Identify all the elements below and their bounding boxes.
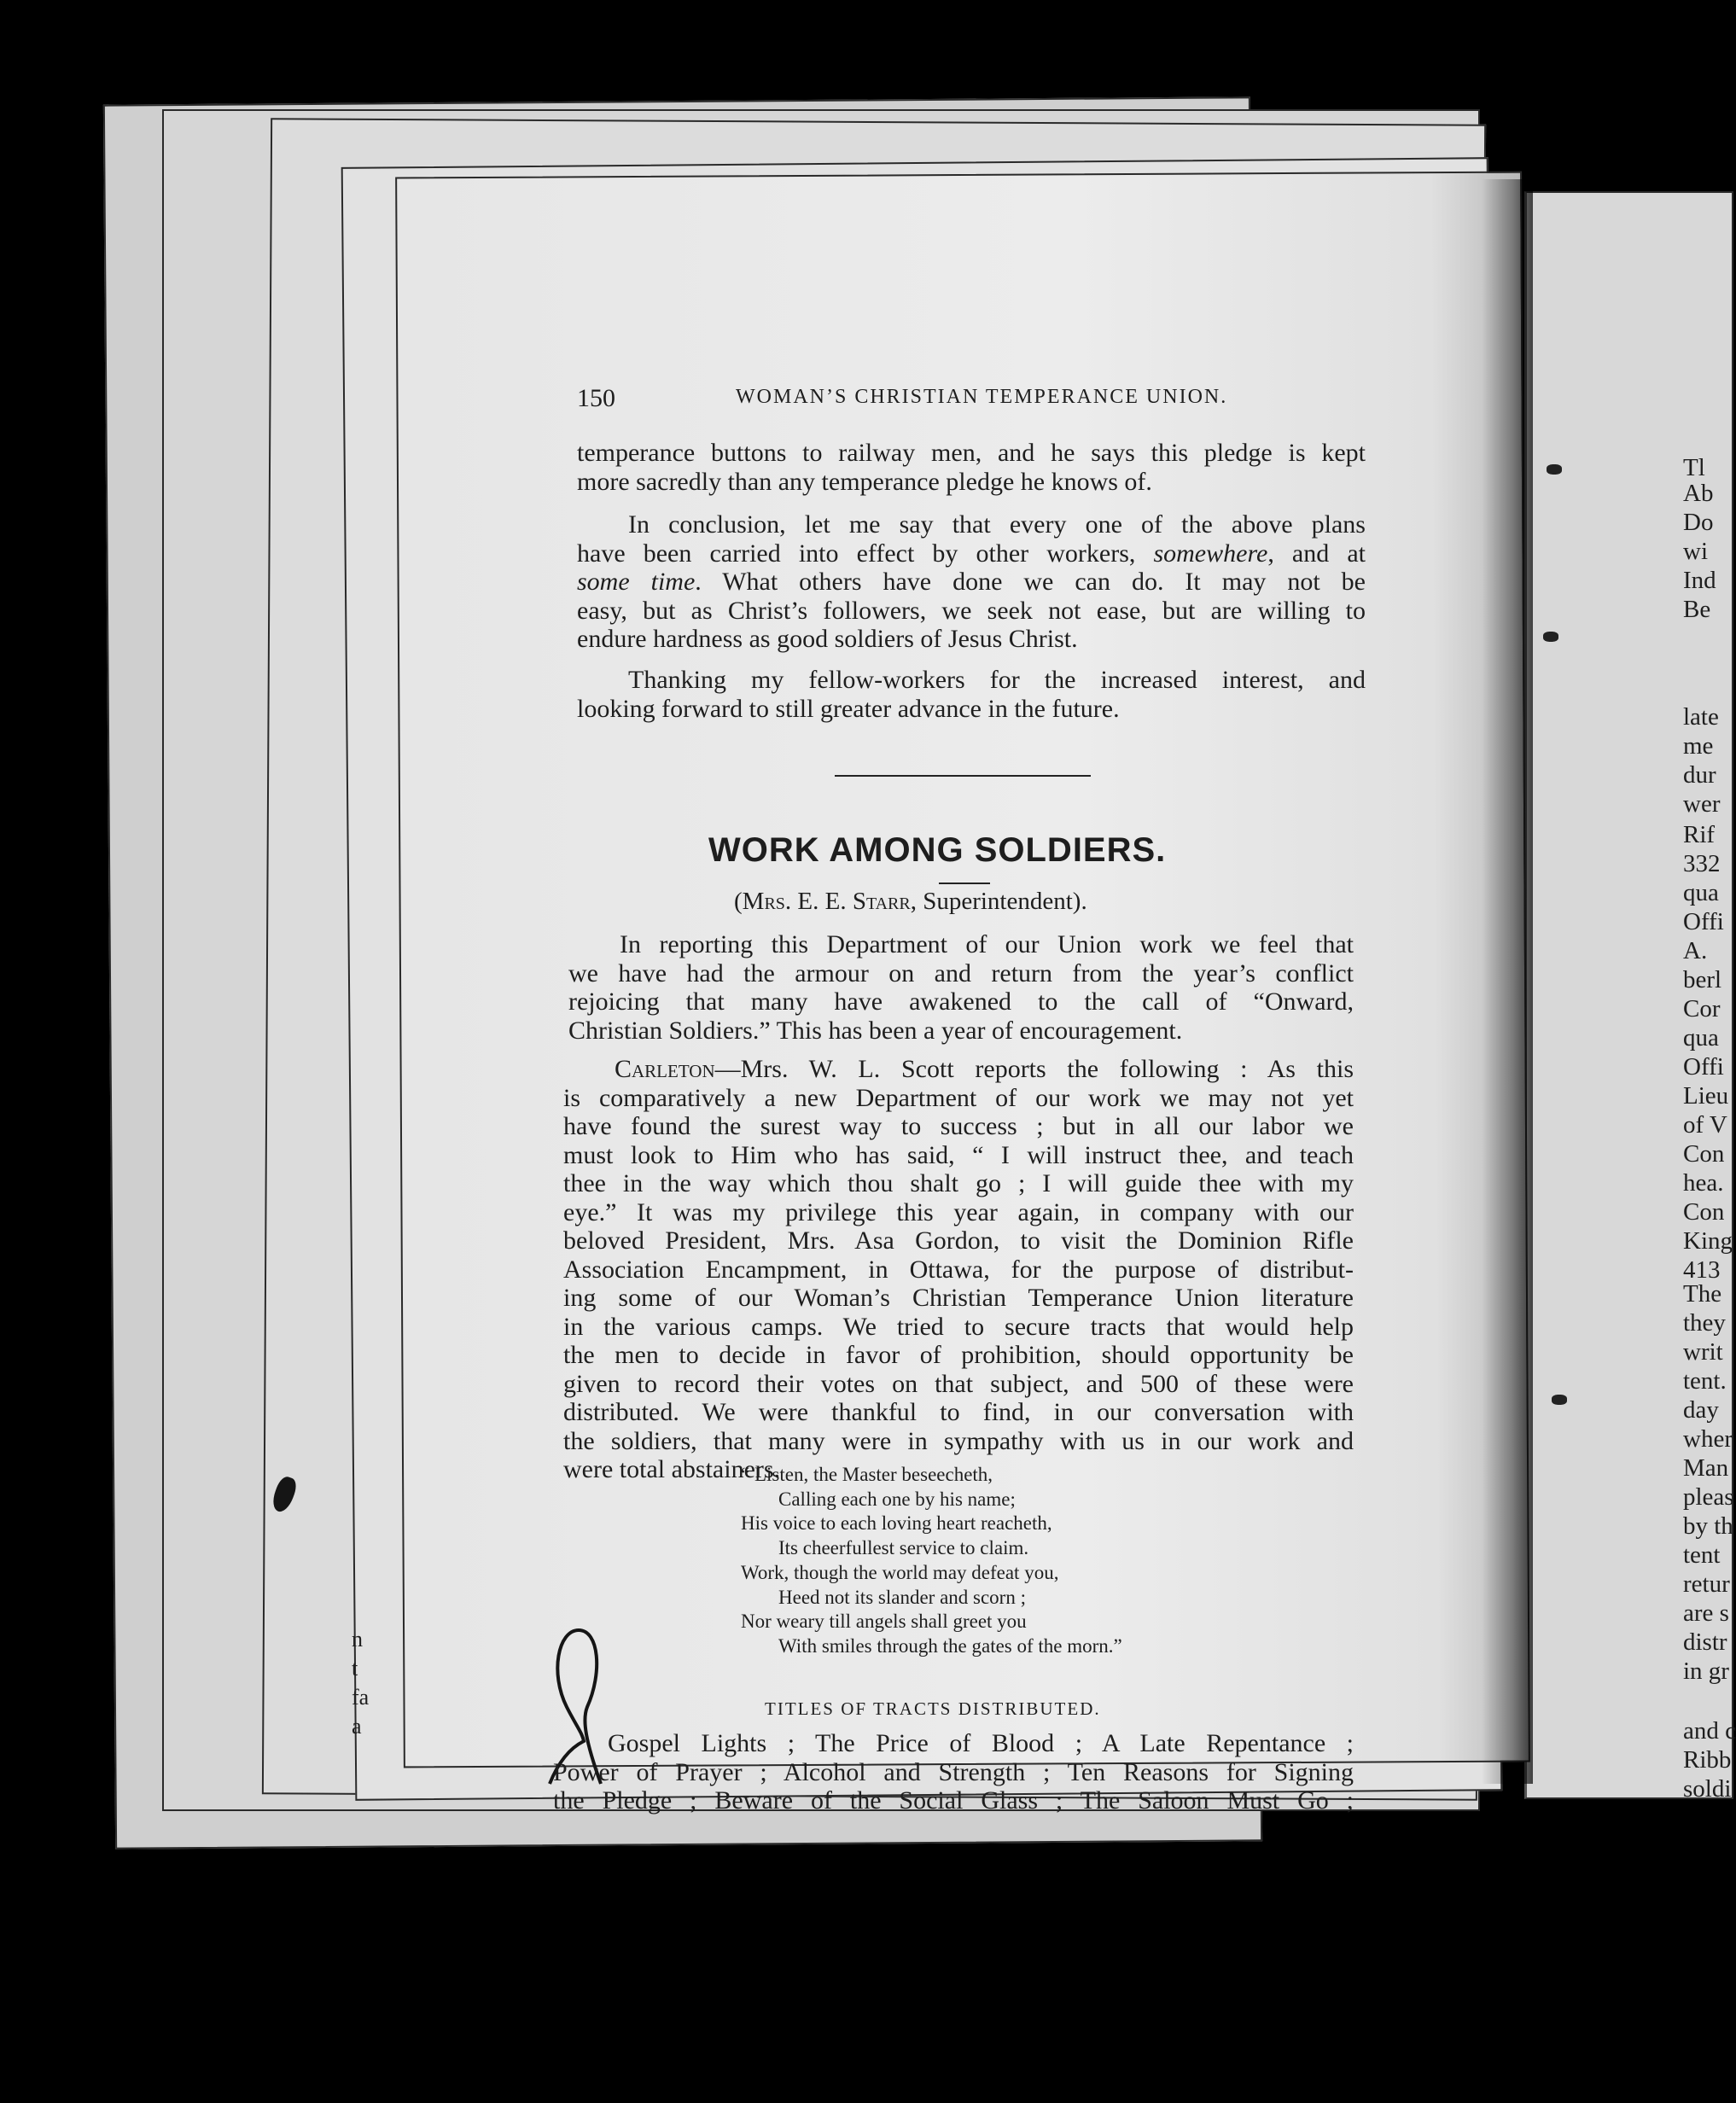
thanks-paragraph (577, 666, 1366, 723)
verse-line: Nor weary till angels shall greet you (741, 1611, 1027, 1633)
text-line: beloved President, Mrs. Asa Gordon, to visit the Dominion Rifle (563, 1226, 1354, 1255)
left-edge-fragment: n (352, 1627, 363, 1652)
conclusion-paragraph (577, 510, 1366, 654)
text-line (577, 568, 1366, 597)
facing-page-fragment: of V (1683, 1111, 1727, 1139)
book-gutter-shadow (1482, 179, 1533, 1784)
text-line: Association Encampment, in Ottawa, for the purpose of distribut- (563, 1255, 1354, 1284)
continuation-paragraph (577, 439, 1366, 496)
text-run: , and at (1267, 539, 1366, 568)
facing-page-fragment: A. (1683, 937, 1708, 964)
facing-page-fragment: Lieu (1683, 1082, 1729, 1110)
facing-page-fragment: 332 (1683, 850, 1721, 877)
facing-page-fragment: retur (1683, 1570, 1730, 1598)
verse-line: Work, though the world may defeat you, (741, 1561, 1059, 1583)
text-line: have found the surest way to success ; but in all our labor we (563, 1112, 1354, 1140)
verse-line: Calling each one by his name; (778, 1488, 1016, 1510)
text-line: Power of Prayer ; Alcohol and Strength ; Ten Reasons for Signing (553, 1757, 1354, 1786)
facing-page-fragment: Con (1683, 1140, 1725, 1168)
section-divider (835, 775, 1091, 777)
facing-page-fragment: Man (1683, 1454, 1729, 1482)
facing-page-fragment: in gr (1683, 1657, 1729, 1685)
facing-page-fragment: Ind (1683, 567, 1716, 594)
text-line: Gospel Lights ; The Price of Blood ; A Late Repentance ; (608, 1729, 1354, 1757)
author-name: Mrs. E. E. Starr (742, 888, 911, 915)
text-run: —Mrs. W. L. Scott reports the following : As this (714, 1055, 1354, 1083)
text-line: endure hardness as good soldiers of Jesus Christ. (577, 625, 1078, 653)
facing-page-fragment: wher (1683, 1425, 1733, 1453)
facing-page-fragment: 413 (1683, 1256, 1721, 1284)
text-line: eye.” It was my privilege this year again, in company with our (563, 1197, 1354, 1226)
facing-page-fragment: Do (1683, 509, 1714, 536)
facing-page-fragment: qua (1683, 879, 1719, 906)
text-line: Thanking my fellow-workers for the increased interest, and (628, 666, 1366, 694)
facing-page-fragment: The (1683, 1280, 1722, 1308)
facing-page-fragment: dur (1683, 761, 1716, 789)
facing-page-fragment: qua (1683, 1024, 1719, 1052)
facing-page-fragment: and c (1683, 1717, 1736, 1745)
verse-line: With smiles through the gates of the morn.” (778, 1634, 1122, 1657)
text-line: the men to decide in favor of prohibition, should opportunity be (563, 1341, 1354, 1369)
text-line: ing some of our Woman’s Christian Temperance Union literature (563, 1284, 1354, 1312)
facing-page-fragment: Offi (1683, 908, 1724, 935)
verse-line: Heed not its slander and scorn ; (778, 1586, 1026, 1608)
text-line: the Pledge ; Beware of the Social Glass ; The Saloon Must Go ; (553, 1786, 1354, 1815)
facing-page-fragment: wer (1683, 790, 1721, 818)
binding-mark (1547, 464, 1562, 475)
facing-page-fragment: Tl (1683, 454, 1705, 481)
page-number: 150 (577, 384, 615, 412)
text-line: more sacredly than any temperance pledge he knows of. (577, 467, 1152, 496)
place-name: Carleton (615, 1055, 715, 1083)
facing-page-fragment: Be (1683, 596, 1711, 623)
facing-page-fragment: Rif (1683, 821, 1716, 848)
facing-page-fragment: tent (1683, 1541, 1721, 1569)
text-line: distributed. We were thankful to find, in our conversation with (563, 1398, 1354, 1426)
left-edge-fragment: t (352, 1656, 358, 1681)
text-run: . What others have done we can do. It may not be (695, 568, 1366, 596)
facing-page-fragment: hea. (1683, 1169, 1724, 1197)
text-line: looking forward to still greater advance in the future. (577, 694, 1120, 723)
text-line: temperance buttons to railway men, and he says this pledge is kept (577, 439, 1366, 467)
facing-page-fragment: Cor (1683, 995, 1721, 1022)
text-line: is comparatively a new Department of our work we may not yet (563, 1083, 1354, 1112)
left-edge-fragment: fa (352, 1685, 370, 1710)
text-line: In conclusion, let me say that every one of the above plans (628, 510, 1366, 539)
facing-page-fragment: by th (1683, 1512, 1733, 1540)
text-run: , Superintendent). (910, 888, 1087, 915)
facing-page-fragment: late (1683, 703, 1719, 731)
byline (734, 888, 1087, 916)
text-line: the soldiers, that many were in sympathy with us in our work and (563, 1426, 1354, 1455)
text-line: we have had the armour on and return from the year’s conflict (568, 958, 1354, 987)
facing-page-fragment: day (1683, 1396, 1719, 1424)
carleton-paragraph (563, 1055, 1354, 1484)
binding-mark (1543, 632, 1558, 642)
text-line: thee in the way which thou shalt go ; I will guide thee with my (563, 1169, 1354, 1197)
running-title: WOMAN’S CHRISTIAN TEMPERANCE UNION. (736, 386, 1228, 408)
verse-line: His voice to each loving heart reacheth, (741, 1512, 1052, 1535)
facing-page-fragment: they (1683, 1309, 1726, 1337)
text-line: must look to Him who has said, “ I will instruct thee, and teach (563, 1140, 1354, 1169)
facing-page-fragment: are s (1683, 1599, 1729, 1627)
facing-page-fragment: King (1683, 1227, 1733, 1255)
facing-page-fragment: soldi (1683, 1775, 1732, 1803)
tracts-list (553, 1729, 1354, 1815)
report-paragraph (568, 930, 1354, 1045)
facing-page-fragment: tent. (1683, 1367, 1727, 1395)
facing-page-fragment: writ (1683, 1338, 1723, 1366)
facing-page-fragment: berl (1683, 966, 1722, 993)
text-line: Christian Soldiers.” This has been a year of encouragement. (568, 1016, 1183, 1045)
text-line (563, 1055, 1354, 1084)
title-underline (939, 883, 990, 884)
facing-page-fragment: Con (1683, 1198, 1725, 1226)
italic-run: somewhere (1153, 539, 1268, 568)
facing-page-fragment: me (1683, 732, 1714, 760)
text-line: easy, but as Christ’s followers, we seek not ease, but are willing to (577, 596, 1366, 625)
facing-page-fragment: pleas (1683, 1483, 1734, 1511)
text-line (577, 539, 1366, 568)
facing-page-fragment: distr (1683, 1628, 1727, 1656)
tracts-heading: TITLES OF TRACTS DISTRIBUTED. (765, 1698, 1101, 1719)
left-edge-fragment: a (352, 1714, 362, 1739)
facing-page-fragment: Offi (1683, 1053, 1724, 1081)
italic-run: some time (577, 568, 696, 596)
facing-page-fragment: Ribb (1683, 1746, 1732, 1774)
text-line: rejoicing that many have awakened to the call of “Onward, (568, 987, 1354, 1016)
hymn-quote (741, 1463, 1122, 1659)
text-line: given to record their votes on that subject, and 500 of these were (563, 1369, 1354, 1398)
verse-line: Its cheerfullest service to claim. (778, 1537, 1029, 1559)
text-line: In reporting this Department of our Union work we feel that (620, 930, 1354, 958)
section-title: WORK AMONG SOLDIERS. (708, 831, 1167, 869)
text-line: in the various camps. We tried to secure tracts that would help (563, 1312, 1354, 1341)
text-run: have been carried into effect by other workers, (577, 539, 1154, 568)
binding-mark (1552, 1395, 1567, 1405)
facing-page-fragment: Ab (1683, 480, 1714, 507)
facing-page-fragment: wi (1683, 538, 1708, 565)
text-line: were total abstainers. (563, 1455, 781, 1483)
verse-line: “ Listen, the Master beseecheth, (741, 1464, 993, 1485)
text-run: ( (734, 888, 743, 915)
